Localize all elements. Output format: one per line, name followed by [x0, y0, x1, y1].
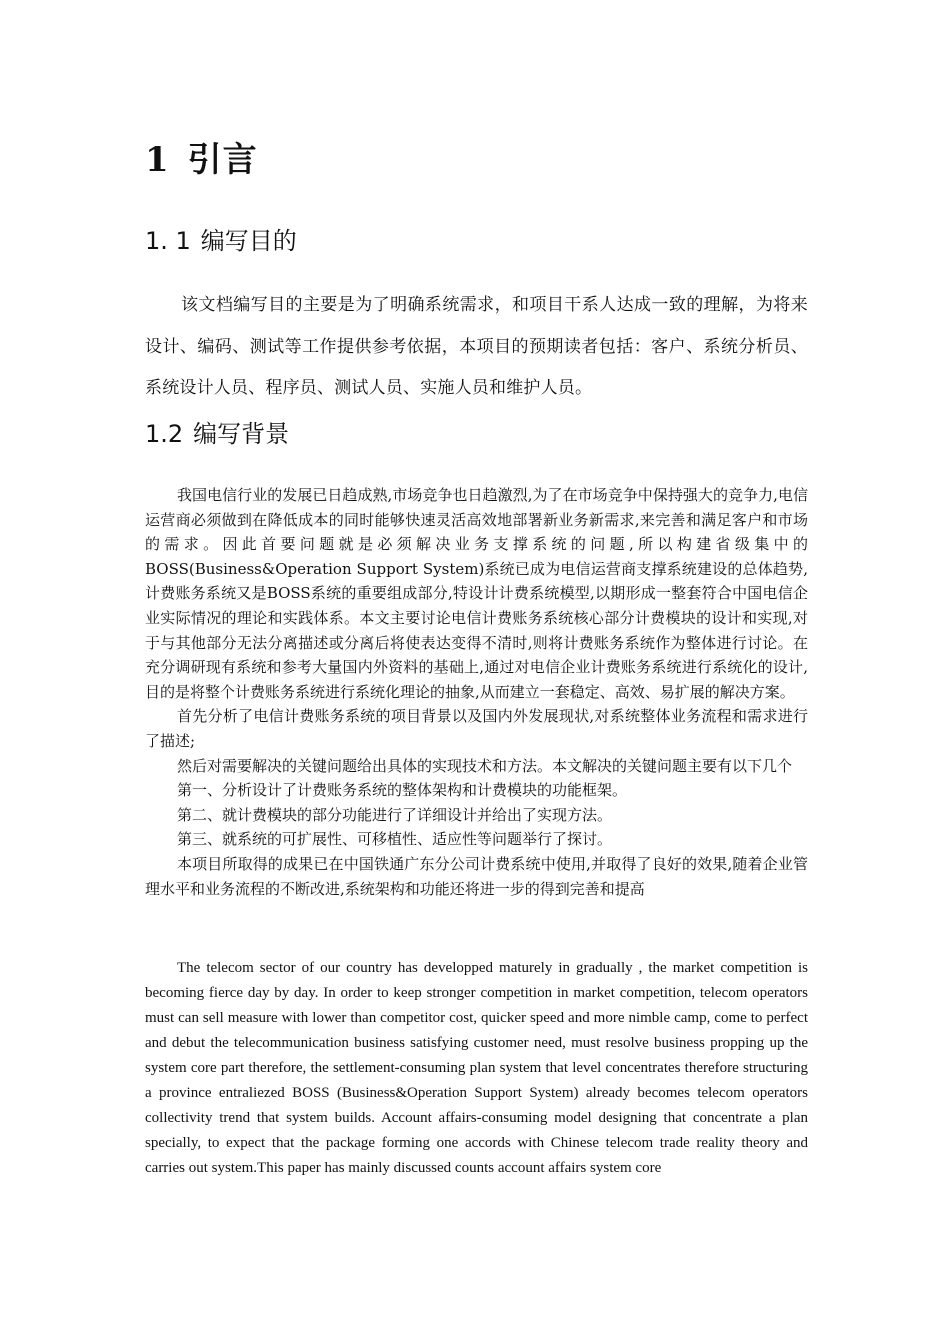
background-paragraph: 第三、就系统的可扩展性、可移植性、适应性等问题举行了探讨。 — [177, 830, 613, 849]
english-abstract-paragraph: The telecom sector of our country has developped maturely in gradually , the market competition is becoming fierce day by day. In order to keep stronger competition in market competition, telecom operators must can sell measure with lower than competitor cost, quicker speed and more nimble camp, come to perfect and debut the telecommunication business satisfying customer need, must resolve business propping up the system core part therefore, the settlement-consuming plan system that level concentrates therefore structuring a province entraliezed BOSS (Business&Operation Support System) already becomes telecom operators collectivity trend that system builds. Account affairs-consuming model designing that concentrate a plan specially, to expect that the package forming one accords with Chinese telecom trade reality theory and carries out system.This paper has mainly discussed counts account affairs system core — [145, 960, 808, 1176]
background-paragraph: 然后对需要解决的关键问题给出具体的实现技术和方法。本文解决的关键问题主要有以下几个 — [177, 756, 793, 775]
background-paragraph: 首先分析了电信计费账务系统的项目背景以及国内外发展现状,对系统整体业务流程和需求进行了描述; — [145, 707, 808, 750]
chapter-heading — [145, 138, 808, 182]
background-paragraph: 第一、分析设计了计费账务系统的整体架构和计费模块的功能框架。 — [177, 781, 628, 800]
purpose-paragraph: 该文档编写目的主要是为了明确系统需求，和项目干系人达成一致的理解，为将来设计、编码、测试等工作提供参考依据，本项目的预期读者包括：客户、系统分析员、系统设计人员、程序员、测试人员、实施人员和维护人员。 — [145, 295, 808, 398]
background-paragraph: 第二、就计费模块的部分功能进行了详细设计并给出了实现方法。 — [177, 805, 613, 824]
section-number: 1. 1 — [145, 227, 191, 255]
section-heading-background — [145, 418, 808, 450]
section-title: 编写目的 — [200, 227, 297, 255]
background-paragraph: 我国电信行业的发展已日趋成熟,市场竞争也日趋激烈,为了在市场竞争中保持强大的竞争力,电信运营商必须做到在降低成本的同时能够快速灵活高效地部署新业务新需求,来完善和满足客户和市场的需求。因此首要问题就是必须解决业务支撑系统的问题,所以构建省级集中的BOSS(Business&Operation Support System)系统已成为电信运营商支撑系统建设的总体趋势,计费账务系统又是BOSS系统的重要组成部分,特设计计费系统模型,以期形成一整套符合中国电信企业实际情况的理论和实践体系。本文主要讨论电信计费账务系统核心部分计费模块的设计和实现,对于与其他部分无法分离描述或分离后将使表达变得不清时,则将计费账务系统作为整体进行讨论。在充分调研现有系统和参考大量国内外资料的基础上,通过对电信企业计费账务系统进行系统化的设计,目的是将整个计费账务系统进行系统化理论的抽象,从而建立一套稳定、高效、易扩展的解决方案。 — [145, 486, 808, 701]
background-paragraph: 本项目所取得的成果已在中国铁通广东分公司计费系统中使用,并取得了良好的效果,随着企业管理水平和业务流程的不断改进,系统架构和功能还将进一步的得到完善和提高 — [145, 854, 808, 898]
section-title: 编写背景 — [193, 420, 290, 448]
chapter-title: 引言 — [187, 140, 258, 180]
section-heading-purpose — [145, 225, 808, 257]
background-body — [145, 483, 808, 901]
chapter-number: 1 — [145, 140, 170, 180]
section-number: 1.2 — [145, 420, 184, 448]
